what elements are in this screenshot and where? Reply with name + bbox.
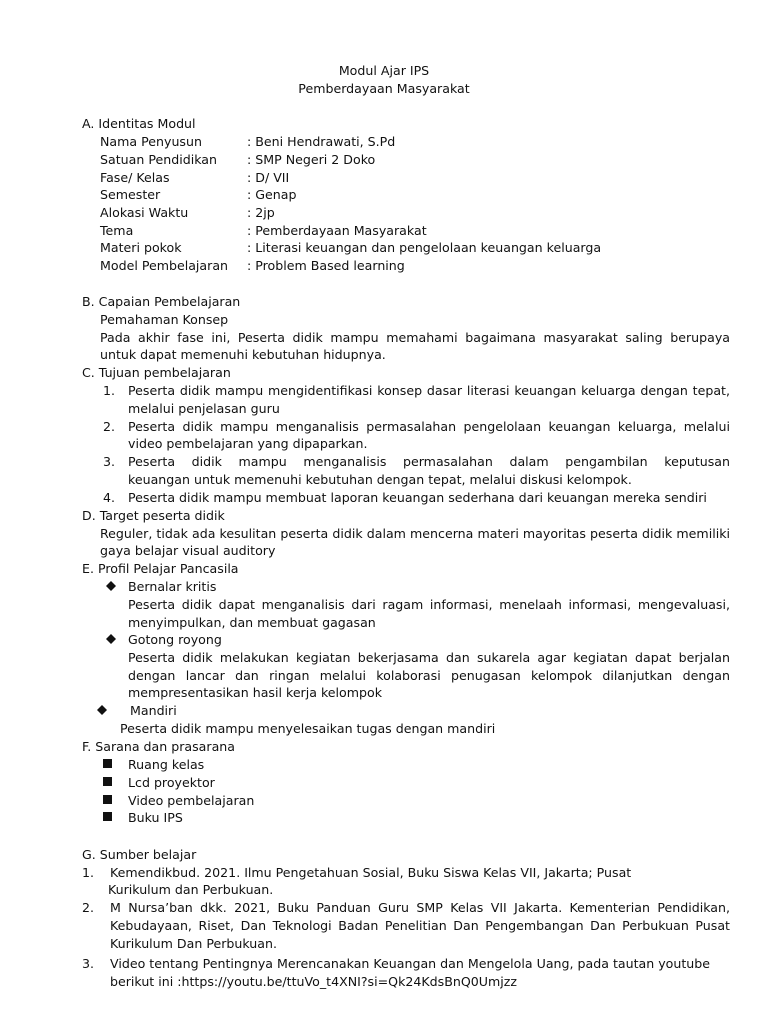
identitas-value: : Beni Hendrawati, S.Pd xyxy=(247,134,396,149)
square-bullet-icon xyxy=(103,795,112,804)
sumber-item-text: Video tentang Pentingnya Merencanakan Keuangan dan Mengelola Uang, pada tautan youtube xyxy=(110,956,711,971)
identitas-value: : Pemberdayaan Masyarakat xyxy=(247,223,427,238)
profil-item-title: Bernalar kritis xyxy=(128,579,217,594)
section-heading-sumber: G. Sumber belajar xyxy=(82,847,197,862)
list-item-text: keuangan untuk memenuhi kebutuhan dengan tepat, melalui diskusi kelompok. xyxy=(128,472,632,487)
square-bullet-icon xyxy=(103,812,112,821)
sumber-item-text: Kurikulum dan Perbukuan. xyxy=(108,882,274,897)
section-heading-sarana: F. Sarana dan prasarana xyxy=(82,739,235,754)
identitas-label: Tema xyxy=(100,223,134,238)
document-title: Modul Ajar IPS xyxy=(338,63,430,78)
profil-item-text: menyimpulkan, dan membuat gagasan xyxy=(128,615,376,630)
list-number: 3. xyxy=(82,956,95,971)
target-text: gaya belajar visual auditory xyxy=(100,543,276,558)
list-item-text: video pembelajaran yang dipaparkan. xyxy=(128,436,368,451)
profil-item-text: Peserta didik dapat menganalisis dari ragam informasi, menelaah informasi, mengevaluasi, xyxy=(128,597,730,612)
identitas-value: : 2jp xyxy=(247,205,275,220)
list-item-text: Peserta didik mampu menganalisis permasalahan pengelolaan keuangan keluarga, melalui xyxy=(128,419,730,434)
diamond-bullet-icon xyxy=(97,705,107,715)
profil-item-text: Peserta didik mampu menyelesaikan tugas dengan mandiri xyxy=(120,721,496,736)
profil-item-text: dengan lancar dan ringan melalui kolaborasi penugasan kelompok dilanjutkan dengan xyxy=(128,668,730,683)
profil-item-title: Gotong royong xyxy=(128,632,222,647)
sarana-item: Buku IPS xyxy=(128,810,183,825)
youtube-link[interactable]: berikut ini :https://youtu.be/ttuVo_t4XNI?si=Qk24KdsBnQ0Umjzz xyxy=(110,974,517,989)
identitas-label: Nama Penyusun xyxy=(100,134,202,149)
sumber-item-text: Kebudayaan, Riset, Dan Teknologi Badan Penelitian Dan Pengembangan Dan Perbukuan Pusat xyxy=(110,918,730,933)
diamond-bullet-icon xyxy=(106,634,116,644)
list-item-text: melalui penjelasan guru xyxy=(128,401,280,416)
identitas-value: : Genap xyxy=(247,187,297,202)
target-text: Reguler, tidak ada kesulitan peserta didik dalam mencerna materi mayoritas peserta didik memiliki xyxy=(100,526,730,541)
sumber-item-text: Kurikulum Dan Perbukuan. xyxy=(110,936,277,951)
identitas-value: : D/ VII xyxy=(247,170,290,185)
profil-item-text: mempresentasikan hasil kerja kelompok xyxy=(128,685,383,700)
list-item-text: Peserta didik mampu menganalisis permasalahan dalam pengambilan keputusan xyxy=(128,454,730,469)
section-heading-capaian: B. Capaian Pembelajaran xyxy=(82,294,241,309)
list-number: 3. xyxy=(103,454,116,469)
square-bullet-icon xyxy=(103,759,112,768)
identitas-label: Semester xyxy=(100,187,161,202)
section-heading-target: D. Target peserta didik xyxy=(82,508,225,523)
identitas-value: : SMP Negeri 2 Doko xyxy=(247,152,376,167)
identitas-value: : Literasi keuangan dan pengelolaan keuangan keluarga xyxy=(247,240,602,255)
identitas-label: Materi pokok xyxy=(100,240,182,255)
identitas-label: Satuan Pendidikan xyxy=(100,152,217,167)
identitas-label: Fase/ Kelas xyxy=(100,170,170,185)
sumber-item-text: Kemendikbud. 2021. Ilmu Pengetahuan Sosial, Buku Siswa Kelas VII, Jakarta; Pusat xyxy=(110,865,632,880)
list-item-text: Peserta didik mampu mengidentifikasi konsep dasar literasi keuangan keluarga dengan tepat, xyxy=(128,383,730,398)
list-number: 4. xyxy=(103,490,116,505)
profil-item-text: Peserta didik melakukan kegiatan bekerjasama dan sukarela agar kegiatan dapat berjalan xyxy=(128,650,730,665)
section-heading-identitas: A. Identitas Modul xyxy=(82,116,196,131)
diamond-bullet-icon xyxy=(106,581,116,591)
profil-item-title: Mandiri xyxy=(130,703,177,718)
sarana-item: Video pembelajaran xyxy=(128,793,255,808)
sarana-item: Ruang kelas xyxy=(128,757,205,772)
list-number: 2. xyxy=(103,419,116,434)
list-number: 1. xyxy=(103,383,116,398)
section-heading-tujuan: C. Tujuan pembelajaran xyxy=(82,365,231,380)
section-heading-profil: E. Profil Pelajar Pancasila xyxy=(82,561,239,576)
document-subtitle: Pemberdayaan Masyarakat xyxy=(298,81,470,96)
capaian-subheading: Pemahaman Konsep xyxy=(100,312,229,327)
list-item-text: Peserta didik mampu membuat laporan keuangan sederhana dari keuangan mereka sendiri xyxy=(128,490,707,505)
capaian-text: untuk dapat memenuhi kebutuhan hidupnya. xyxy=(100,347,386,362)
square-bullet-icon xyxy=(103,777,112,786)
identitas-label: Model Pembelajaran xyxy=(100,258,229,273)
identitas-label: Alokasi Waktu xyxy=(100,205,189,220)
list-number: 2. xyxy=(82,900,95,915)
identitas-value: : Problem Based learning xyxy=(247,258,405,273)
capaian-text: Pada akhir fase ini, Peserta didik mampu memahami bagaimana masyarakat saling berupaya xyxy=(100,330,730,345)
sumber-item-text: M Nursa’ban dkk. 2021, Buku Panduan Guru SMP Kelas VII Jakarta. Kementerian Pendidikan, xyxy=(110,900,730,915)
list-number: 1. xyxy=(82,865,95,880)
sarana-item: Lcd proyektor xyxy=(128,775,215,790)
